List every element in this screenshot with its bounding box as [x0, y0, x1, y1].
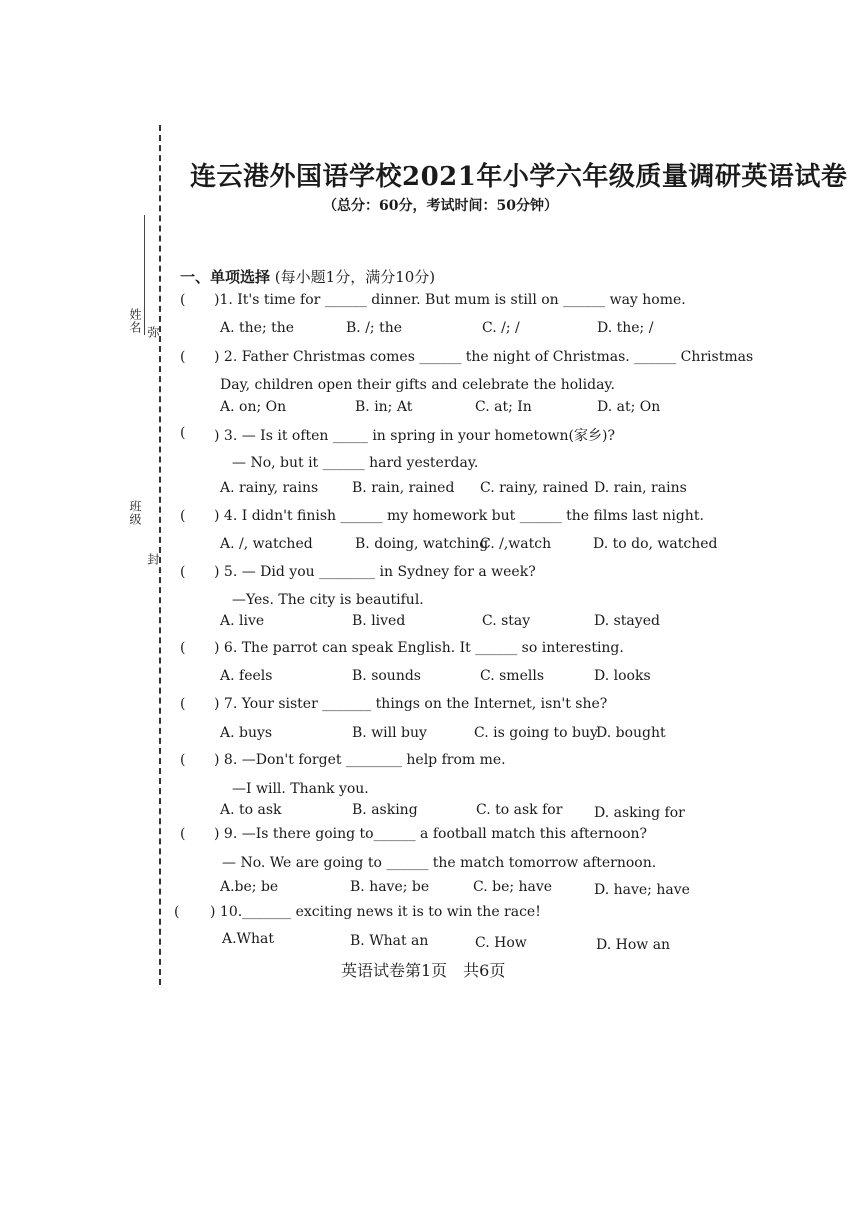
option-b: B. asking	[352, 802, 418, 818]
option-a: A. to ask	[220, 802, 282, 818]
option-c: C. at; In	[475, 399, 532, 415]
option-c: C. rainy, rained	[480, 480, 589, 496]
option-a: A. live	[220, 613, 265, 629]
option-c: C. smells	[480, 668, 544, 684]
answer-bracket[interactable]: (	[180, 564, 186, 580]
answer-bracket[interactable]: (	[180, 292, 186, 308]
option-b: B. rain, rained	[352, 480, 455, 496]
option-c: C. is going to buy	[474, 725, 598, 741]
seal-mark-1: 弥	[146, 326, 160, 339]
option-c: C. /,watch	[480, 536, 552, 552]
name-label: 姓名	[128, 308, 142, 334]
question-stem: ) 3. — Is it often _____ in spring in your hometown(家乡)?	[214, 428, 615, 444]
question-continuation: Day, children open their gifts and celebrate the holiday.	[220, 377, 615, 393]
question-stem: ) 4. I didn't finish ______ my homework but ______ the films last night.	[214, 508, 704, 524]
option-a: A. feels	[220, 668, 273, 684]
option-d: D. bought	[596, 725, 666, 741]
option-d: D. rain, rains	[594, 480, 687, 496]
answer-bracket[interactable]: (	[180, 640, 186, 656]
question-stem: ) 2. Father Christmas comes ______ the night of Christmas. ______ Christmas	[214, 349, 754, 365]
option-a: A. on; On	[220, 399, 287, 415]
option-b: B. /; the	[346, 320, 402, 336]
option-d: D. to do, watched	[593, 536, 718, 552]
option-b: B. will buy	[352, 725, 427, 741]
question-stem: ) 10._______ exciting news it is to win the race!	[210, 904, 541, 920]
question-stem: ) 9. —Is there going to______ a football match this afternoon?	[214, 826, 648, 842]
question-continuation: —I will. Thank you.	[232, 781, 369, 797]
exam-title: 连云港外国语学校2021年小学六年级质量调研英语试卷	[190, 162, 848, 192]
section-note: (每小题1分，满分10分)	[274, 268, 436, 286]
name-write-line	[144, 215, 145, 335]
option-a: A. buys	[220, 725, 273, 741]
option-b: B. have; be	[350, 879, 430, 895]
option-b: B. lived	[352, 613, 406, 629]
option-b: B. in; At	[355, 399, 413, 415]
answer-bracket[interactable]: (	[180, 349, 186, 365]
option-b: B. doing, watching	[355, 536, 489, 552]
answer-bracket[interactable]: (	[180, 752, 186, 768]
class-label: 班级	[128, 500, 142, 526]
answer-bracket[interactable]: (	[180, 425, 186, 441]
option-a: A. the; the	[220, 320, 295, 336]
question-stem: ) 5. — Did you ________ in Sydney for a week?	[214, 564, 536, 580]
question-stem: ) 8. —Don't forget ________ help from me.	[214, 752, 506, 768]
option-b: B. What an	[350, 933, 429, 949]
option-d: D. the; /	[597, 320, 654, 336]
question-continuation: — No. We are going to ______ the match tomorrow afternoon.	[222, 855, 657, 871]
question-stem: )1. It's time for ______ dinner. But mum is still on ______ way home.	[214, 292, 686, 308]
question-stem: ) 7. Your sister _______ things on the Internet, isn't she?	[214, 696, 608, 712]
option-c: C. How	[475, 935, 527, 951]
option-c: C. /; /	[482, 320, 520, 336]
answer-bracket[interactable]: (	[180, 696, 186, 712]
question-continuation: —Yes. The city is beautiful.	[232, 592, 424, 608]
answer-bracket[interactable]: (	[180, 826, 186, 842]
question-stem: ) 6. The parrot can speak English. It ______ so interesting.	[214, 640, 624, 656]
exam-subtitle: （总分：60分，考试时间：50分钟）	[323, 198, 558, 214]
option-a: A.What	[222, 931, 274, 947]
option-d: D. have; have	[594, 882, 690, 898]
option-d: D. looks	[594, 668, 651, 684]
option-d: D. asking for	[594, 805, 685, 821]
answer-bracket[interactable]: (	[180, 508, 186, 524]
option-a: A. rainy, rains	[220, 480, 319, 496]
question-continuation: — No, but it ______ hard yesterday.	[232, 455, 479, 471]
answer-bracket[interactable]: (	[174, 904, 180, 920]
option-b: B. sounds	[352, 668, 421, 684]
option-d: D. How an	[596, 937, 671, 953]
seal-mark-2: 封	[146, 553, 160, 566]
option-d: D. stayed	[594, 613, 660, 629]
option-c: C. be; have	[473, 879, 553, 895]
option-a: A. /, watched	[220, 536, 313, 552]
section-title: 一、单项选择	[180, 268, 271, 286]
page-footer: 英语试卷第1页 共6页	[341, 961, 506, 980]
option-c: C. stay	[482, 613, 531, 629]
option-d: D. at; On	[597, 399, 661, 415]
section-header	[180, 266, 435, 287]
option-c: C. to ask for	[476, 802, 563, 818]
option-a: A.be; be	[220, 879, 279, 895]
